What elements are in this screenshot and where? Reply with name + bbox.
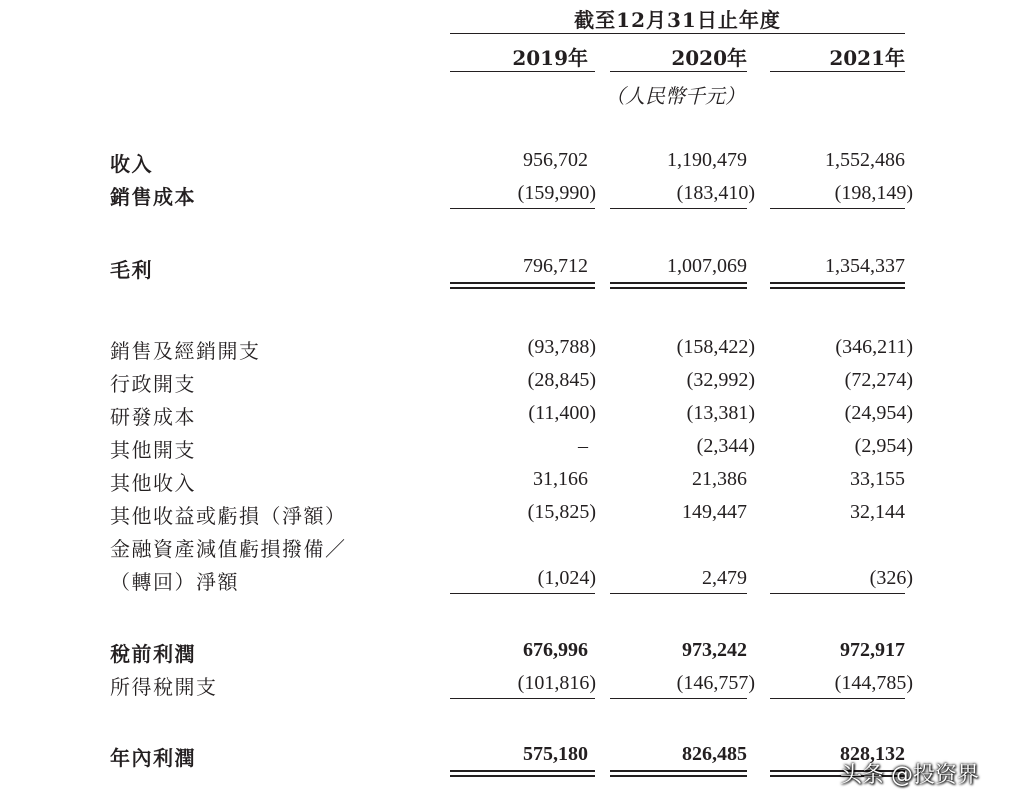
other-income-2019: 31,166 [533, 468, 588, 490]
revenue-2020: 1,190,479 [667, 149, 747, 171]
row-label-impairment-line2: （轉回）淨額 [110, 570, 239, 594]
rd-costs-2021: (24,954) [844, 402, 913, 424]
impairment-2019: (1,024) [537, 567, 596, 589]
profit-before-tax-2020: 973,242 [682, 639, 747, 661]
impairment-2021: (326) [869, 567, 913, 589]
admin-expenses-2021: (72,274) [844, 369, 913, 391]
cost-of-sales-2019: (159,990) [517, 182, 596, 204]
selling-expenses-2020: (158,422) [676, 336, 755, 358]
row-label-profit-for-year: 年內利潤 [110, 746, 196, 770]
other-gains-2021: 32,144 [850, 501, 905, 523]
selling-expenses-2019: (93,788) [527, 336, 596, 358]
other-income-2021: 33,155 [850, 468, 905, 490]
cost-of-sales-2020: (183,410) [676, 182, 755, 204]
year-rule [770, 71, 905, 72]
row-label-other-gains: 其他收益或虧損（淨額） [110, 504, 347, 528]
other-income-2020: 21,386 [692, 468, 747, 490]
total-double-rule [450, 770, 595, 777]
other-gains-2020: 149,447 [682, 501, 747, 523]
row-label-other-expenses: 其他開支 [110, 438, 196, 462]
total-double-rule [450, 282, 595, 289]
admin-expenses-2019: (28,845) [527, 369, 596, 391]
row-label-gross-profit: 毛利 [110, 258, 153, 282]
unit-note: （人民幣千元） [605, 84, 745, 108]
total-double-rule [770, 282, 905, 289]
gross-profit-2020: 1,007,069 [667, 255, 747, 277]
row-label-impairment: 金融資產減值虧損撥備／ [110, 537, 347, 561]
profit-before-tax-2021: 972,917 [840, 639, 905, 661]
row-label-income-tax: 所得稅開支 [110, 675, 218, 699]
subtotal-rule [450, 208, 595, 209]
year-2019: 2019年 [512, 46, 588, 70]
profit-for-year-2019: 575,180 [523, 743, 588, 765]
subtotal-rule [770, 698, 905, 699]
row-label-rd-costs: 研發成本 [110, 405, 196, 429]
other-expenses-2019: – [578, 435, 588, 457]
subtotal-rule [770, 208, 905, 209]
other-expenses-2020: (2,344) [696, 435, 755, 457]
row-label-revenue: 收入 [110, 152, 153, 176]
subtotal-rule [610, 698, 747, 699]
gross-profit-2019: 796,712 [523, 255, 588, 277]
rd-costs-2019: (11,400) [528, 402, 596, 424]
period-header: 截至12月31日止年度 [574, 8, 781, 32]
revenue-2021: 1,552,486 [825, 149, 905, 171]
income-tax-2019: (101,816) [517, 672, 596, 694]
income-tax-2021: (144,785) [834, 672, 913, 694]
income-tax-2020: (146,757) [676, 672, 755, 694]
row-label-profit-before-tax: 稅前利潤 [110, 642, 196, 666]
year-rule [450, 71, 595, 72]
period-rule [450, 33, 905, 34]
row-label-other-income: 其他收入 [110, 471, 196, 495]
year-2021: 2021年 [829, 46, 905, 70]
profit-before-tax-2019: 676,996 [523, 639, 588, 661]
gross-profit-2021: 1,354,337 [825, 255, 905, 277]
year-rule [610, 71, 747, 72]
cost-of-sales-2021: (198,149) [834, 182, 913, 204]
subtotal-rule [770, 593, 905, 594]
profit-for-year-2020: 826,485 [682, 743, 747, 765]
other-gains-2019: (15,825) [527, 501, 596, 523]
row-label-selling-expenses: 銷售及經銷開支 [110, 339, 261, 363]
row-label-cost-of-sales: 銷售成本 [110, 185, 196, 209]
impairment-2020: 2,479 [702, 567, 747, 589]
subtotal-rule [610, 593, 747, 594]
admin-expenses-2020: (32,992) [686, 369, 755, 391]
other-expenses-2021: (2,954) [854, 435, 913, 457]
subtotal-rule [450, 698, 595, 699]
selling-expenses-2021: (346,211) [835, 336, 913, 358]
revenue-2019: 956,702 [523, 149, 588, 171]
subtotal-rule [610, 208, 747, 209]
rd-costs-2020: (13,381) [686, 402, 755, 424]
year-2020: 2020年 [671, 46, 747, 70]
subtotal-rule [450, 593, 595, 594]
total-double-rule [610, 770, 747, 777]
profit-for-year-2021: 828,132 [840, 743, 905, 765]
watermark: 头条 @投资界 [840, 763, 979, 788]
total-double-rule [610, 282, 747, 289]
row-label-admin-expenses: 行政開支 [110, 372, 196, 396]
